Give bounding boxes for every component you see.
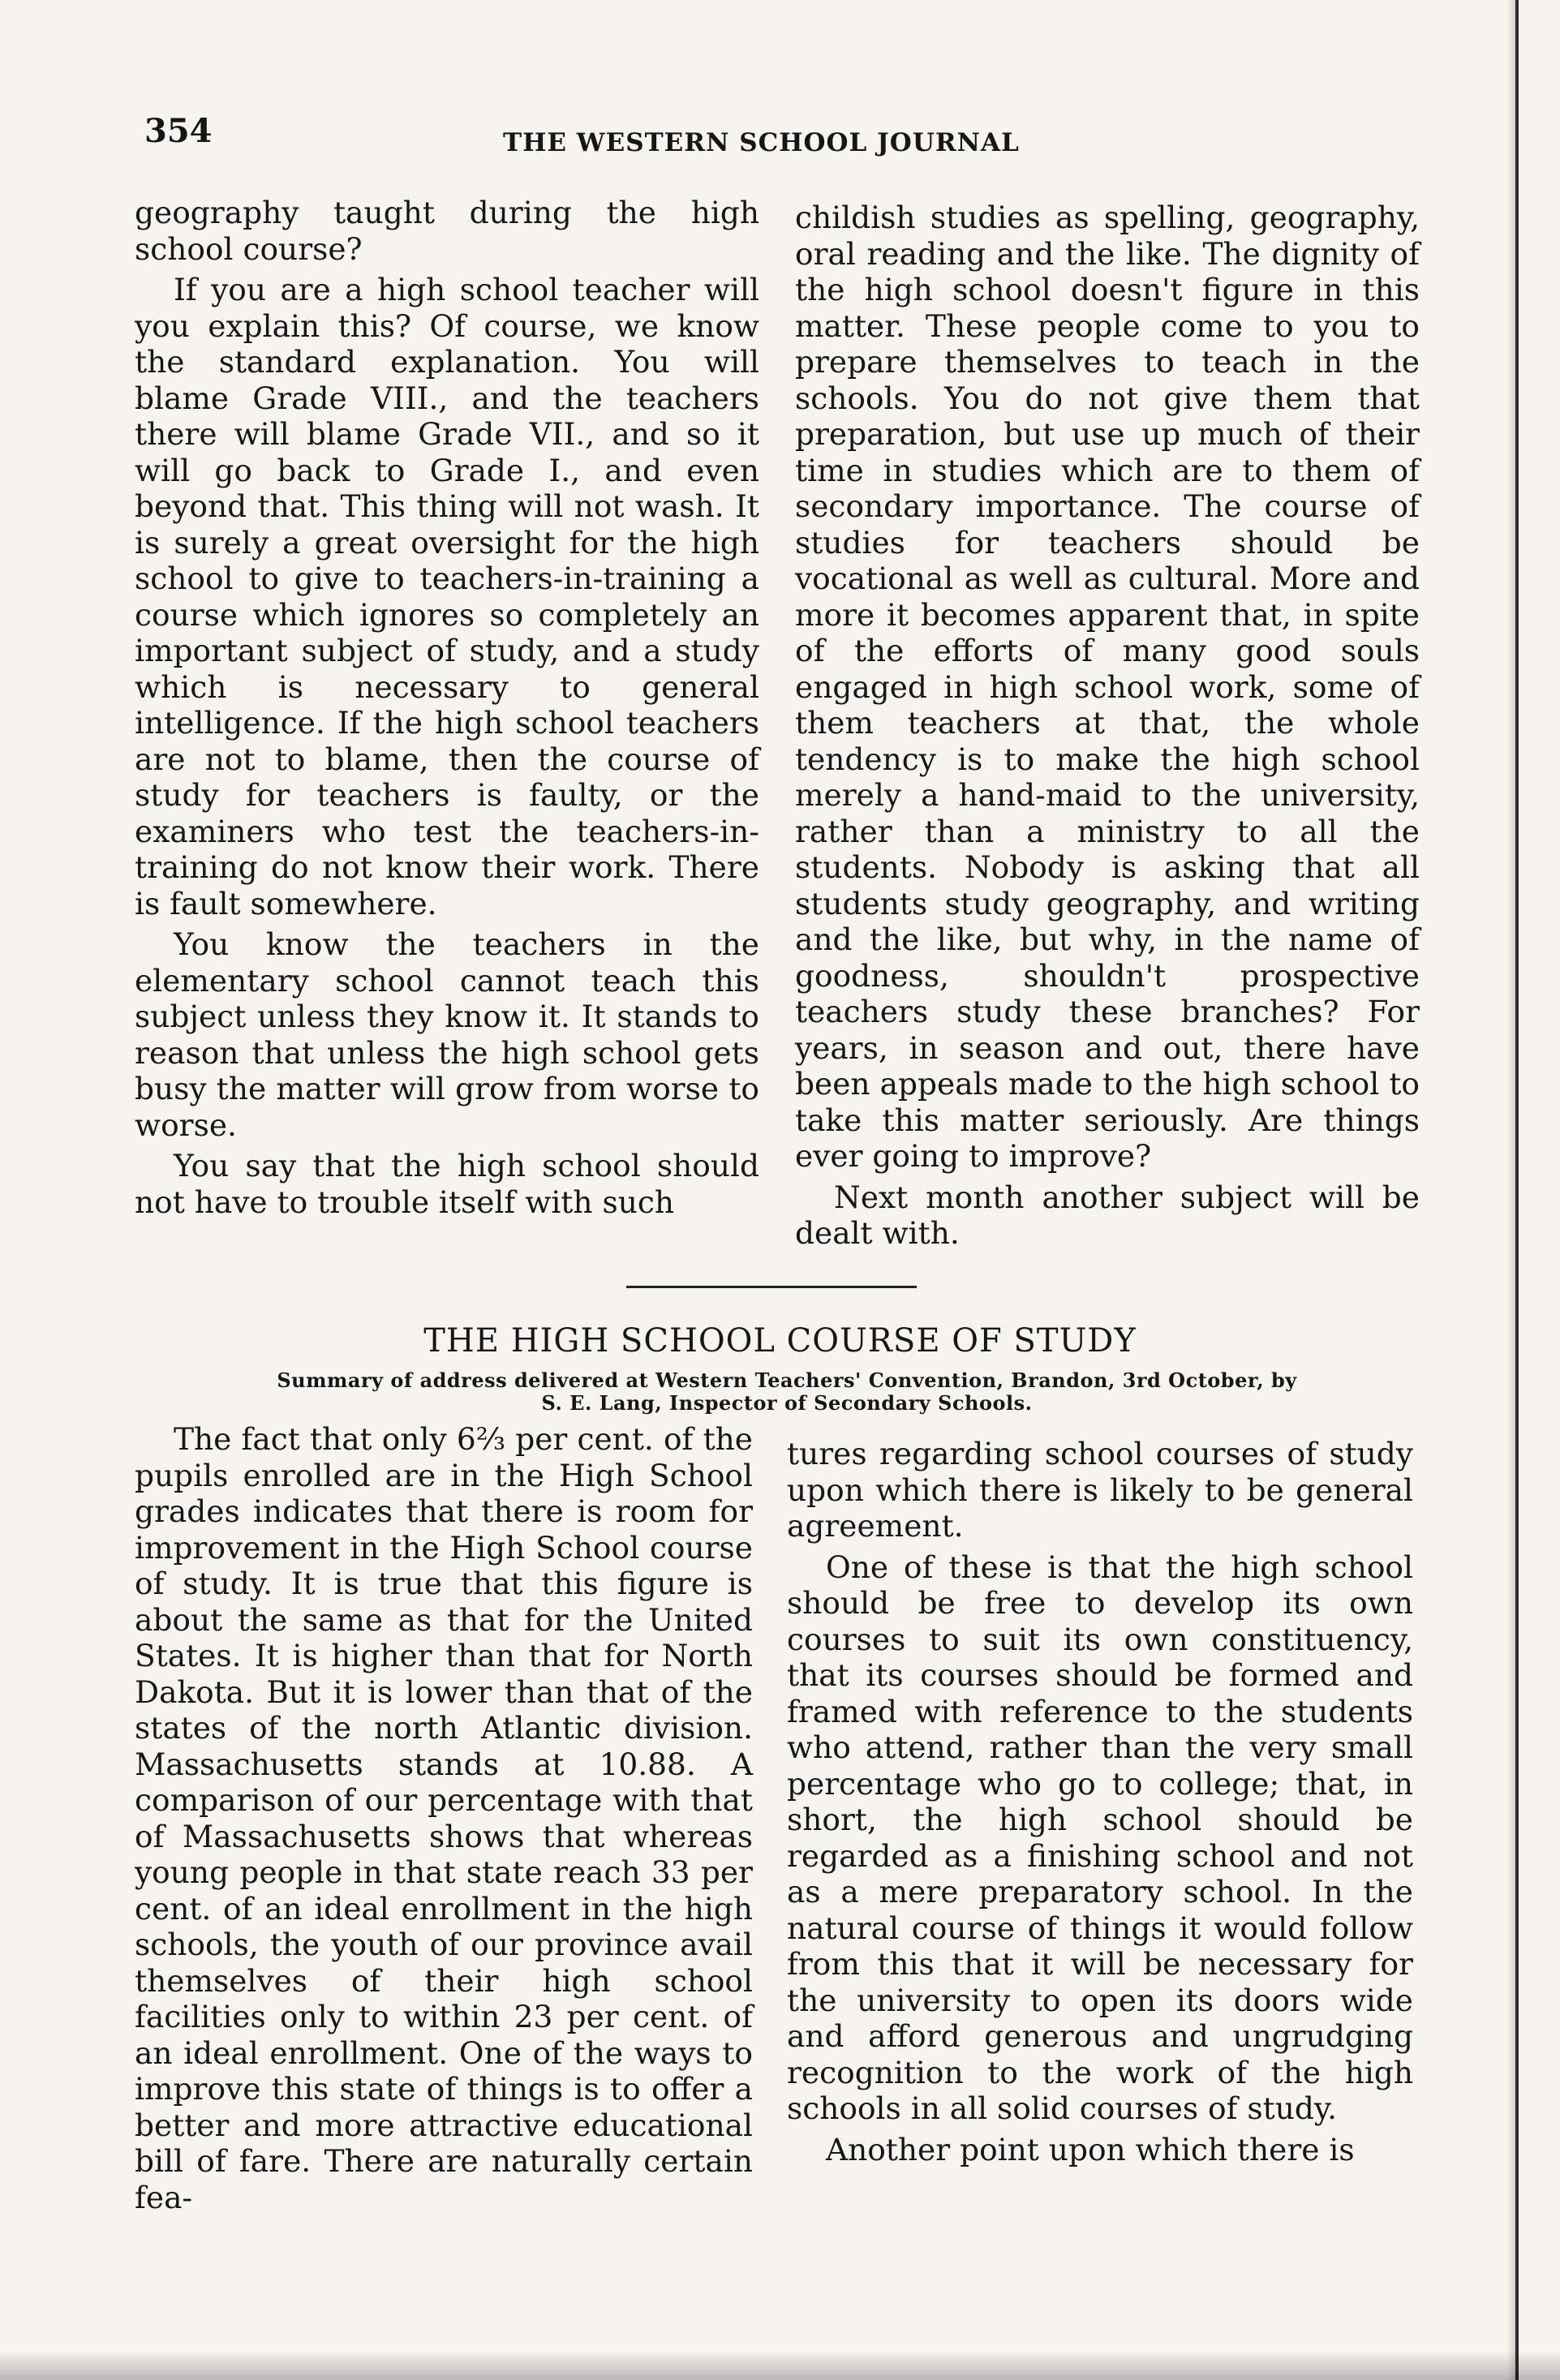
paragraph: The fact that only 6⅔ per cent. of the pupils enrolled are in the High School grades indicates that there is room for improvement in the High School course of study. It is true that this figure is about the same as that for the United States. It is higher than that for North Dakota. But it is lower than that of the states of the north Atlantic division. Massachusetts stands at 10.88. A comparison of our percentage with that of Massachusetts shows that whereas young people in that state reach 33 per cent. of an ideal enrollment in the high schools, the youth of our province avail themselves of their high school facilities only to within 23 per cent. of an ideal enrollment. One of the ways to improve this state of things is to offer a better and more attractive educational bill of fare. There are naturally certain fea- [135, 1421, 753, 2215]
page-number: 354 [144, 112, 213, 150]
paragraph: You know the teachers in the elementary school cannot teach this subject unless they know it. It stands to reason that unless the high school gets busy the matter will grow from worse to worse. [135, 926, 759, 1143]
paragraph: You say that the high school should not have to trouble itself with such [135, 1148, 759, 1220]
summary-line: Summary of address delivered at Western Teachers' Convention, Brandon, 3rd October, by [277, 1368, 1297, 1392]
article-summary [154, 1369, 1420, 1415]
paragraph: If you are a high school teacher will you explain this? Of course, we know the standard explanation. You will blame Grade VIII., and the teachers there will blame Grade VII., and so it will go back to Grade I., and even beyond that. This thing will not wash. It is surely a great oversight for the high school to give to teachers-in-training a course which ignores so completely an important subject of study, and a study which is necessary to general intelligence. If the high school teachers are not to blame, then the course of study for teachers is faulty, or the examiners who test the teachers-in-training do not know their work. There is fault somewhere. [135, 272, 759, 921]
article-right-column [787, 1436, 1413, 2167]
paragraph: One of these is that the high school should be free to develop its own courses to suit its own constituency, that its courses should be formed and framed with reference to the students who attend, rather than the very small percentage who go to college; that, in short, the high school should be regarded as a finishing school and not as a mere preparatory school. In the natural course of things it would follow from this that it will be necessary for the university to open its doors wide and afford generous and ungrudging recognition to the work of the high schools in all solid courses of study. [787, 1549, 1413, 2126]
continued-article-right-column [795, 200, 1420, 1252]
page-bottom-edge [0, 2351, 1560, 2380]
continued-article-left-column [135, 195, 759, 1220]
summary-line: S. E. Lang, Inspector of Secondary Schools. [541, 1391, 1033, 1415]
journal-running-head: THE WESTERN SCHOOL JOURNAL [503, 128, 1020, 157]
article-title: THE HIGH SCHOOL COURSE OF STUDY [423, 1322, 1137, 1360]
paragraph: tures regarding school courses of study upon which there is likely to be general agreement. [787, 1436, 1413, 1544]
paragraph: Another point upon which there is [826, 2131, 1355, 2167]
article-left-column [135, 1421, 753, 2215]
paragraph: Next month another subject will be dealt with. [795, 1179, 1420, 1251]
page-spine-edge [1515, 0, 1519, 2380]
paragraph: childish studies as spelling, geography, oral reading and the like. The dignity of the high school doesn't figure in this matter. These people come to you to prepare themselves to teach in the schools. You do not give them that preparation, but use up much of their time in studies which are to them of secondary importance. The course of studies for teachers should be vocational as well as cultural. More and more it becomes apparent that, in spite of the efforts of many good souls engaged in high school work, some of them teachers at that, the whole tendency is to make the high school merely a hand-maid to the university, rather than a ministry to all the students. Nobody is asking that all students study geography, and writing and the like, but why, in the name of goodness, shouldn't prospective teachers study these branches? For years, in season and out, there have been appeals made to the high school to take this matter seriously. Are things ever going to improve? [795, 200, 1420, 1174]
page-spine-shadow [1507, 0, 1515, 2380]
section-divider-rule [626, 1286, 917, 1288]
paragraph: geography taught during the high school course? [135, 195, 759, 267]
